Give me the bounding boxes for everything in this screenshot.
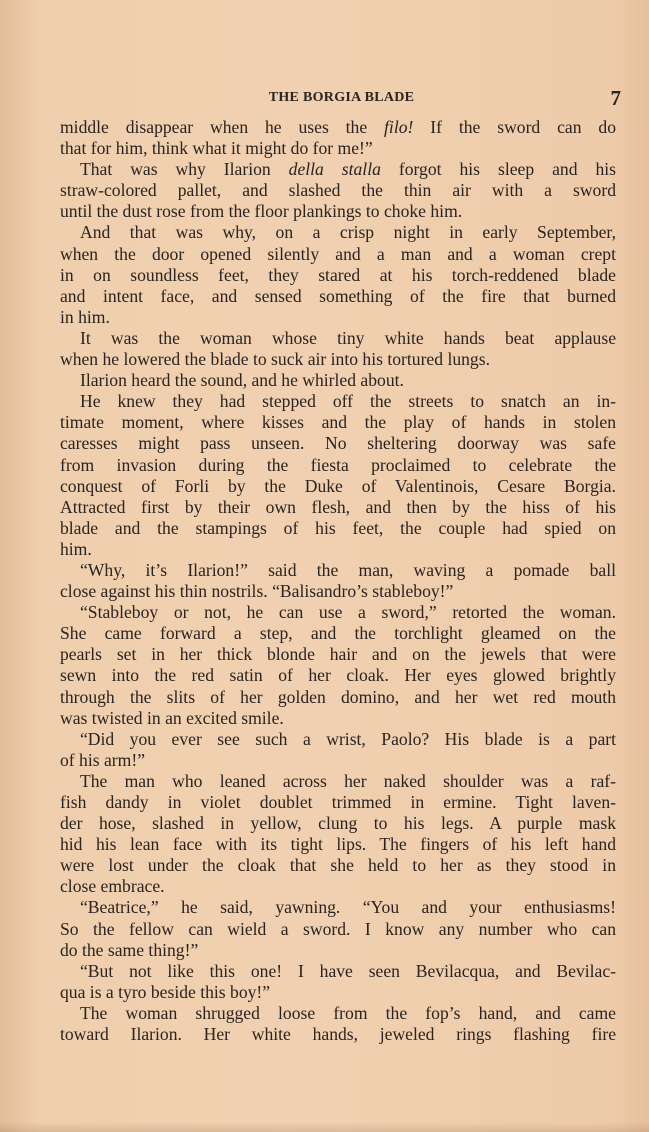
text-line: Ilarion heard the sound, and he whirled about. — [80, 370, 404, 391]
paragraph — [60, 391, 616, 560]
text-line: “Beatrice,” he said, yawning. “You and your enthusiasms! — [80, 897, 616, 918]
text-line: was twisted in an excited smile. — [60, 707, 284, 728]
text-line: close against his thin nostrils. “Balisandro’s stableboy!” — [60, 581, 454, 602]
text-line: close embrace. — [60, 876, 165, 897]
paragraph — [60, 117, 616, 159]
paragraph — [60, 1003, 616, 1045]
text-line: Attracted first by their own flesh, and then by the hiss of his — [60, 496, 616, 517]
paragraph — [60, 328, 616, 370]
paragraph — [60, 961, 616, 1003]
text-line: fish dandy in violet doublet trimmed in ermine. Tight laven- — [60, 792, 616, 812]
text-line: when the door opened silently and a man and a woman crept — [60, 243, 616, 264]
text-line: So the fellow can wield a sword. I know any number who can — [60, 918, 616, 939]
text-line: timate moment, where kisses and the play of hands in stolen — [60, 412, 616, 433]
text-line: der hose, slashed in yellow, clung to his legs. A purple mask — [60, 813, 616, 834]
text-line: qua is a tyro beside this boy!” — [60, 981, 271, 1002]
paragraph — [60, 729, 616, 771]
page-number: 7 — [610, 86, 621, 110]
text-line: “But not like this one! I have seen Bevilacqua, and Bevilac- — [80, 960, 616, 981]
text-line: and intent face, and sensed something of the fire that burned — [60, 285, 616, 306]
text-line: The man who leaned across her naked shoulder was a raf- — [80, 770, 616, 791]
text-line: were lost under the cloak that she held to her as they stood in — [60, 855, 616, 876]
text-line: hid his lean face with its tight lips. The fingers of his left hand — [60, 834, 616, 855]
paragraph — [60, 370, 616, 391]
text-line: conquest of Forli by the Duke of Valentinois, Cesare Borgia. — [60, 475, 616, 496]
text-line: in on soundless feet, they stared at his torch-reddened blade — [60, 264, 616, 285]
running-head: THE BORGIA BLADE — [268, 90, 415, 105]
text-line: And that was why, on a crisp night in early September, — [80, 222, 616, 243]
text-line: in him. — [60, 306, 110, 327]
body-text — [60, 117, 616, 1045]
page-header — [62, 86, 621, 114]
text-line: from invasion during the fiesta proclaimed to celebrate the — [60, 454, 616, 475]
text-line: “Did you ever see such a wrist, Paolo? His blade is a part — [80, 728, 616, 749]
text-line: That was why Ilarion della stalla forgot his sleep and his — [80, 159, 616, 180]
text-line: him. — [60, 538, 92, 559]
text-line: middle disappear when he uses the filo! If the sword can do — [60, 117, 616, 137]
text-line: pearls set in her thick blonde hair and on the jewels that were — [60, 644, 616, 665]
text-line: It was the woman whose tiny white hands beat applause — [80, 327, 616, 348]
text-line: blade and the stampings of his feet, the couple had spied on — [60, 517, 616, 538]
text-line: straw-colored pallet, and slashed the thin air with a sword — [60, 180, 616, 201]
text-line: The woman shrugged loose from the fop’s hand, and came — [80, 1002, 616, 1023]
paragraph — [60, 897, 616, 960]
paragraph — [60, 159, 616, 222]
paragraph — [60, 222, 616, 327]
text-line: when he lowered the blade to suck air into his tortured lungs. — [60, 349, 490, 370]
text-line: until the dust rose from the floor plankings to choke him. — [60, 201, 463, 222]
text-line: toward Ilarion. Her white hands, jeweled rings flashing fire — [60, 1024, 616, 1045]
page-edge-shadow — [0, 1122, 649, 1132]
text-line: sewn into the red satin of her cloak. Her eyes glowed brightly — [60, 665, 616, 686]
paragraph — [60, 560, 616, 602]
text-line: She came forward a step, and the torchlight gleamed on the — [60, 623, 616, 644]
text-line: through the slits of her golden domino, and her wet red mouth — [60, 686, 616, 707]
paragraph — [60, 602, 616, 729]
text-line: He knew they had stepped off the streets to snatch an in- — [80, 391, 616, 412]
text-line: do the same thing!” — [60, 939, 199, 960]
text-line: of his arm!” — [60, 749, 146, 770]
text-line: that for him, think what it might do for me!” — [60, 138, 373, 159]
text-line: “Why, it’s Ilarion!” said the man, waving a pomade ball — [80, 559, 616, 580]
paragraph — [60, 771, 616, 898]
text-line: “Stableboy or not, he can use a sword,” retorted the woman. — [80, 602, 616, 623]
text-line: caresses might pass unseen. No sheltering doorway was safe — [60, 433, 616, 454]
